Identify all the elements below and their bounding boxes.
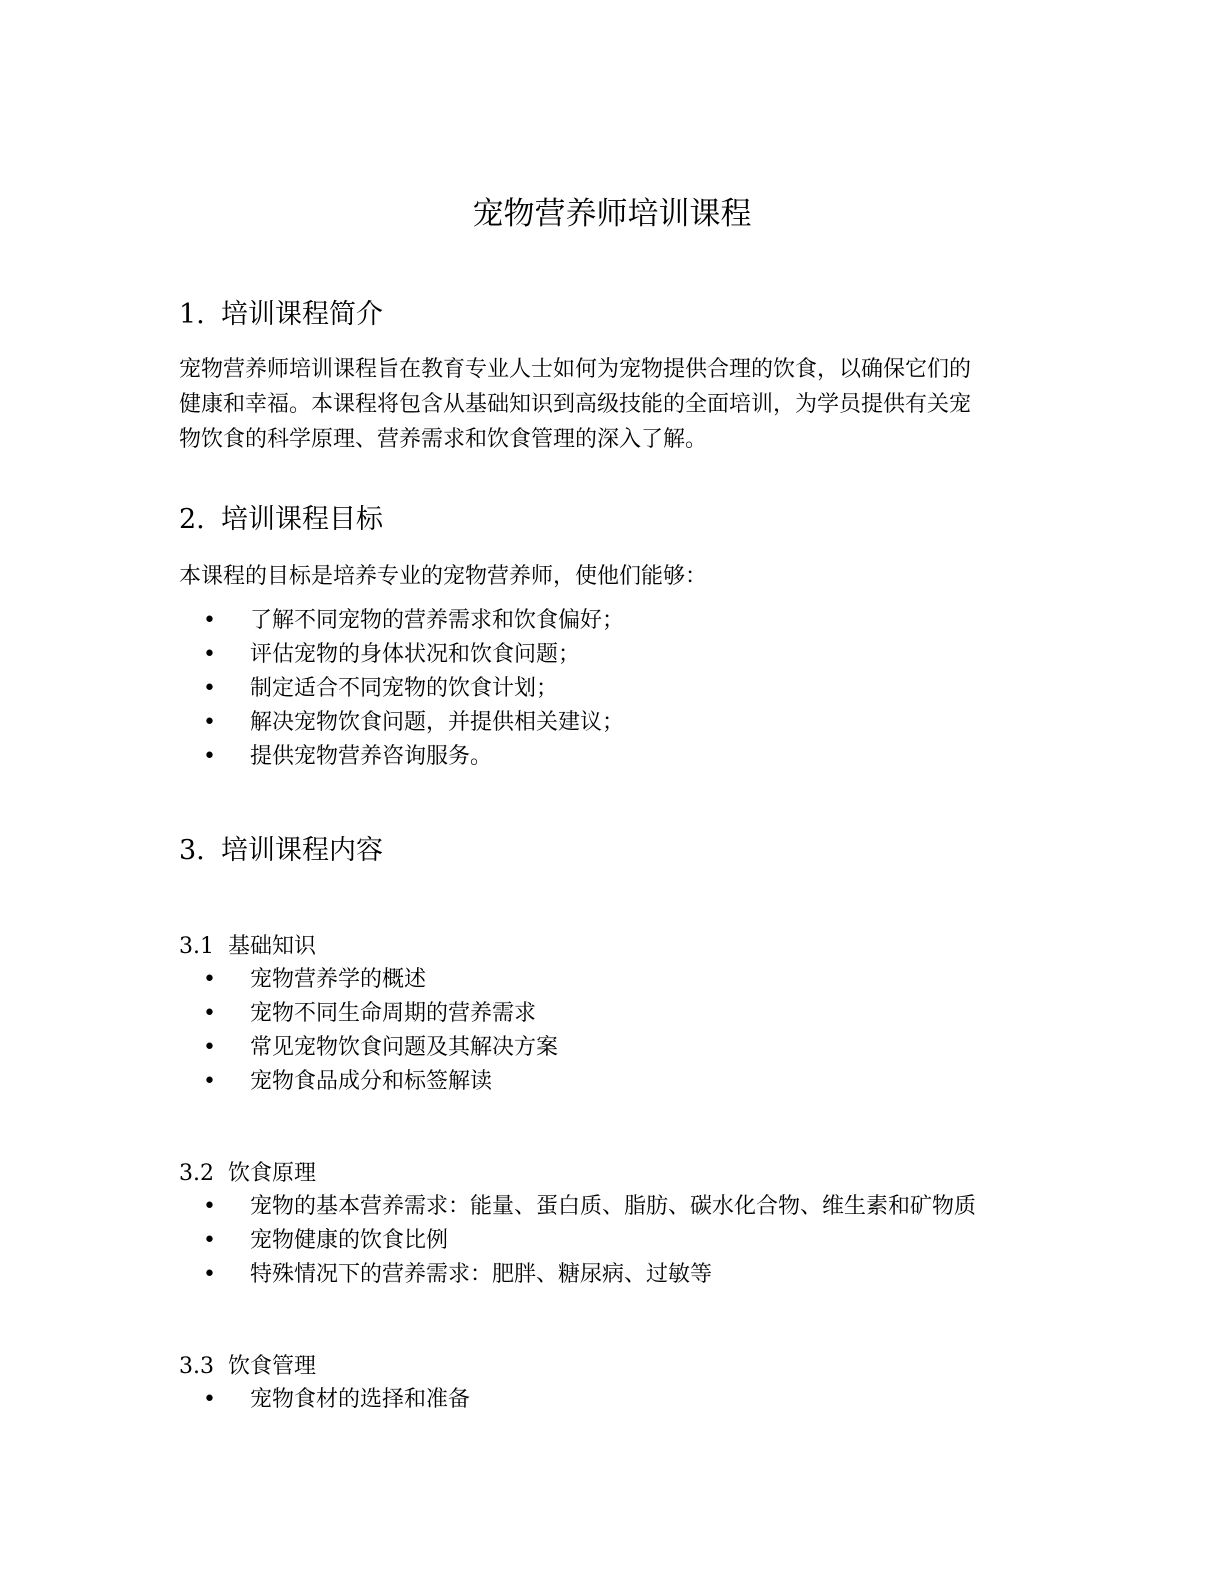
list-item	[0, 1224, 1224, 1258]
list-item-text: 宠物的基本营养需求：能量、蛋白质、脂肪、碳水化合物、维生素和矿物质	[250, 1194, 977, 1219]
paragraph-line: 健康和幸福。本课程将包含从基础知识到高级技能的全面培训，为学员提供有关宠	[179, 392, 972, 417]
list-item-text: 宠物营养学的概述	[250, 967, 427, 992]
bullet-icon: •	[203, 608, 216, 633]
list-item	[0, 963, 1224, 997]
subsection-3-3-list	[0, 1383, 1224, 1417]
list-item-text: 解决宠物饮食问题，并提供相关建议；	[250, 710, 625, 735]
subsection-3-3-heading	[179, 1350, 316, 1384]
list-item	[0, 672, 1224, 706]
subsection-3-2-title: 饮食原理	[228, 1161, 317, 1186]
list-item	[0, 997, 1224, 1031]
section-2-number: 2.	[179, 504, 205, 535]
bullet-icon: •	[203, 1262, 216, 1287]
list-item-text: 宠物不同生命周期的营养需求	[250, 1001, 537, 1026]
list-item-text: 了解不同宠物的营养需求和饮食偏好；	[250, 608, 625, 633]
bullet-icon: •	[203, 1069, 216, 1094]
list-item	[0, 1065, 1224, 1099]
list-item-text: 常见宠物饮食问题及其解决方案	[250, 1035, 559, 1060]
subsection-3-3-number: 3.3	[179, 1354, 214, 1379]
section-1-title: 培训课程简介	[221, 299, 383, 330]
section-2-title: 培训课程目标	[221, 504, 383, 535]
list-item-text: 宠物食材的选择和准备	[250, 1387, 471, 1412]
bullet-icon: •	[203, 1387, 216, 1412]
section-2-intro: 本课程的目标是培养专业的宠物营养师，使他们能够：	[179, 564, 708, 589]
list-item	[0, 1190, 1224, 1224]
subsection-3-1-title: 基础知识	[228, 934, 317, 959]
subsection-3-2-list	[0, 1190, 1224, 1292]
bullet-icon: •	[203, 967, 216, 992]
bullet-icon: •	[203, 642, 216, 667]
subsection-3-2-number: 3.2	[179, 1161, 214, 1186]
list-item	[0, 1258, 1224, 1292]
subsection-3-1-list	[0, 963, 1224, 1099]
subsection-3-2-heading	[179, 1157, 316, 1191]
paragraph-line: 宠物营养师培训课程旨在教育专业人士如何为宠物提供合理的饮食，以确保它们的	[179, 357, 972, 382]
section-3-heading	[179, 833, 383, 869]
bullet-icon: •	[203, 744, 216, 769]
section-3-title: 培训课程内容	[221, 835, 383, 866]
paragraph-line: 物饮食的科学原理、营养需求和饮食管理的深入了解。	[179, 427, 708, 452]
section-2-heading	[179, 502, 383, 538]
list-item-text: 宠物健康的饮食比例	[250, 1228, 449, 1253]
section-1-paragraph	[179, 352, 1049, 457]
section-1-heading	[179, 297, 383, 333]
list-item-text: 提供宠物营养咨询服务。	[250, 744, 493, 769]
list-item-text: 制定适合不同宠物的饮食计划；	[250, 676, 559, 701]
bullet-icon: •	[203, 1228, 216, 1253]
bullet-icon: •	[203, 710, 216, 735]
section-2-goal-list	[0, 604, 1224, 774]
bullet-icon: •	[203, 676, 216, 701]
subsection-3-1-number: 3.1	[179, 934, 214, 959]
bullet-icon: •	[203, 1194, 216, 1219]
list-item	[0, 1383, 1224, 1417]
list-item-text: 特殊情况下的营养需求：肥胖、糖尿病、过敏等	[250, 1262, 713, 1287]
list-item-text: 评估宠物的身体状况和饮食问题；	[250, 642, 581, 667]
document-title: 宠物营养师培训课程	[472, 196, 752, 232]
list-item	[0, 604, 1224, 638]
section-1-number: 1.	[179, 299, 205, 330]
list-item	[0, 1031, 1224, 1065]
section-3-number: 3.	[179, 835, 205, 866]
subsection-3-3-title: 饮食管理	[228, 1354, 317, 1379]
list-item	[0, 706, 1224, 740]
list-item-text: 宠物食品成分和标签解读	[250, 1069, 493, 1094]
subsection-3-1-heading	[179, 930, 316, 964]
bullet-icon: •	[203, 1001, 216, 1026]
list-item	[0, 740, 1224, 774]
bullet-icon: •	[203, 1035, 216, 1060]
list-item	[0, 638, 1224, 672]
